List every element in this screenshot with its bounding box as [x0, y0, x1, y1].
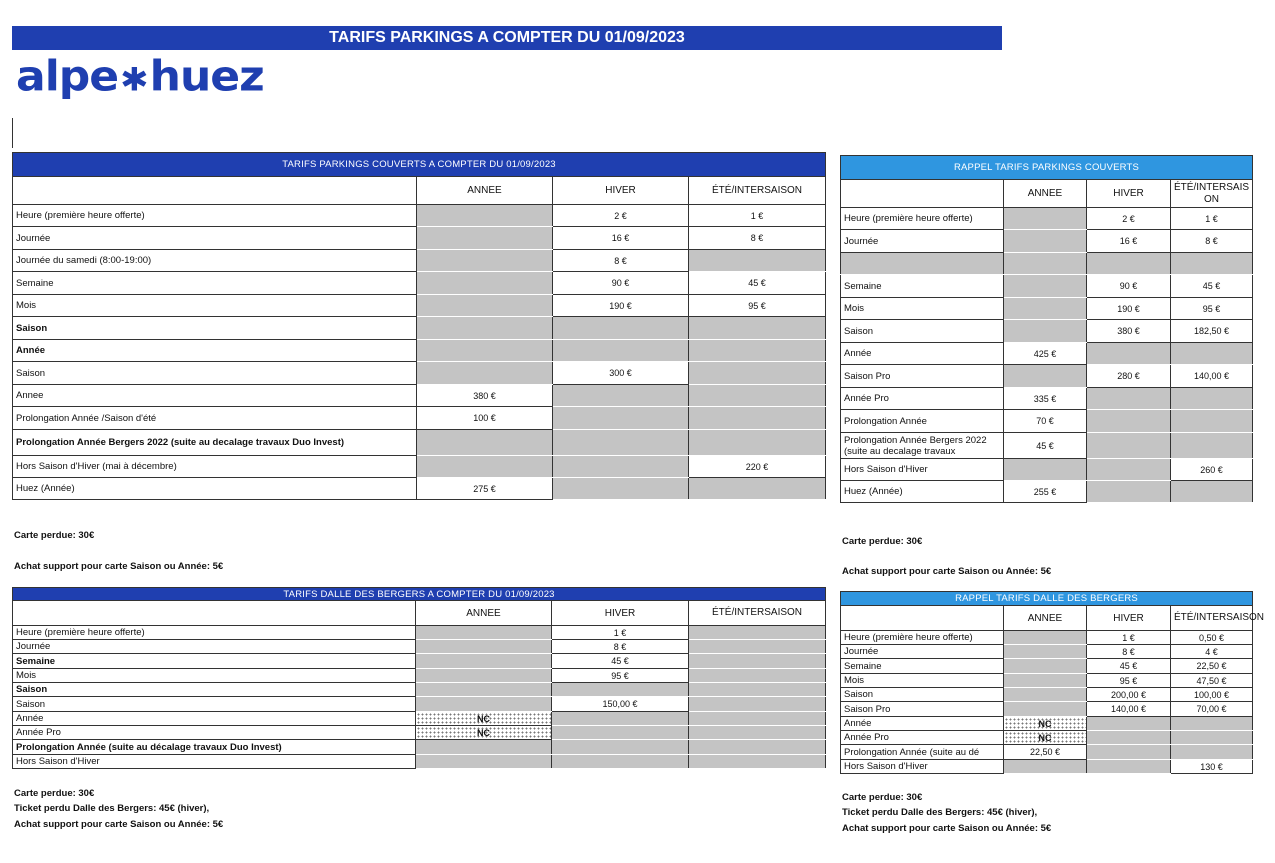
- price-cell-annee: NC: [1004, 717, 1087, 731]
- price-cell-ete: [689, 740, 826, 755]
- price-cell-ete: [689, 430, 826, 456]
- price-cell-hiver: 190 €: [553, 295, 689, 317]
- table-row: [13, 295, 826, 317]
- covered-parking-table: [12, 152, 826, 500]
- price-cell-hiver: 140,00 €: [1087, 702, 1171, 717]
- price-cell-annee: [1004, 365, 1087, 388]
- table-row: [13, 340, 826, 362]
- price-cell-ete: 0,50 €: [1171, 631, 1253, 645]
- price-cell-ete: 22,50 €: [1171, 659, 1253, 674]
- table-row: [13, 712, 826, 726]
- row-label-mois: Mois: [841, 298, 1004, 320]
- table-row: [841, 433, 1253, 459]
- row-label-heure-premiere-heure-offerte: Heure (première heure offerte): [841, 631, 1004, 645]
- price-cell-ete: 1 €: [1171, 208, 1253, 230]
- price-cell-ete: [689, 712, 826, 726]
- price-cell-ete: [689, 250, 826, 272]
- price-cell-hiver: [553, 340, 689, 362]
- price-cell-hiver: 2 €: [1087, 208, 1171, 230]
- note-card-support: Achat support pour carte Saison ou Année: 5€: [842, 823, 1052, 834]
- price-cell-ete: 95 €: [689, 295, 826, 317]
- table-row: [841, 388, 1253, 410]
- price-cell-annee: [417, 250, 553, 272]
- price-cell-annee: [1004, 275, 1087, 298]
- column-header-hiver: HIVER: [1087, 606, 1171, 631]
- row-label-annee: Annee: [13, 385, 417, 407]
- price-cell-hiver: [553, 385, 689, 407]
- price-cell-annee: NC: [416, 712, 552, 726]
- price-cell-ete: [689, 654, 826, 669]
- table-row: [13, 430, 826, 456]
- table-row: [13, 478, 826, 500]
- table-row: [841, 298, 1253, 320]
- price-cell-annee: 255 €: [1004, 481, 1087, 503]
- price-cell-ete: [689, 683, 826, 697]
- price-cell-hiver: [1087, 760, 1171, 774]
- price-cell-annee: [1004, 253, 1087, 275]
- note-lost-card: Carte perdue: 30€: [14, 530, 95, 541]
- row-label-annee: Année: [841, 343, 1004, 365]
- row-label-hors-saison-d-hiver: Hors Saison d'Hiver: [841, 459, 1004, 481]
- row-label-journee-du-samedi-8-00-19-00: Journée du samedi (8:00-19:00): [13, 250, 417, 272]
- row-label-journee: Journée: [841, 645, 1004, 659]
- row-label-prolongation-annee-suite-au-decalage-tra: Prolongation Année (suite au décalage travaux Duo Invest): [13, 740, 416, 755]
- price-cell-ete: 70,00 €: [1171, 702, 1253, 717]
- column-header-ete: ÉTÉ/INTERSAIS ON: [1171, 180, 1253, 208]
- table-row: [13, 683, 826, 697]
- price-cell-hiver: [552, 755, 689, 769]
- price-cell-ete: 8 €: [1171, 230, 1253, 253]
- price-cell-annee: NC: [416, 726, 552, 740]
- row-label-mois: Mois: [13, 669, 416, 683]
- price-cell-annee: [417, 205, 553, 227]
- table-row: [13, 317, 826, 340]
- price-cell-hiver: [553, 478, 689, 500]
- table-row: [841, 745, 1253, 760]
- price-cell-ete: [1171, 731, 1253, 745]
- row-label-mois: Mois: [13, 295, 417, 317]
- table-row: [841, 717, 1253, 731]
- note-card-support: Achat support pour carte Saison ou Année: 5€: [14, 561, 224, 572]
- price-cell-hiver: 280 €: [1087, 365, 1171, 388]
- price-cell-annee: [417, 430, 553, 456]
- logo-right: huez: [149, 52, 264, 101]
- price-cell-annee: 100 €: [417, 407, 553, 430]
- row-label-journee: Journée: [13, 227, 417, 250]
- row-label-hors-saison-d-hiver: Hors Saison d'Hiver: [13, 755, 416, 769]
- price-cell-ete: 4 €: [1171, 645, 1253, 659]
- row-label-semaine: Semaine: [841, 659, 1004, 674]
- column-header-label: [13, 177, 417, 205]
- price-cell-hiver: 200,00 €: [1087, 688, 1171, 702]
- price-cell-hiver: [552, 726, 689, 740]
- price-cell-annee: [1004, 688, 1087, 702]
- column-header-annee: ANNEE: [1004, 180, 1087, 208]
- price-cell-ete: [689, 340, 826, 362]
- price-cell-hiver: 45 €: [552, 654, 689, 669]
- price-cell-hiver: [552, 683, 689, 697]
- price-cell-annee: NC: [1004, 731, 1087, 745]
- price-cell-ete: [689, 478, 826, 500]
- price-cell-hiver: [1087, 459, 1171, 481]
- price-cell-ete: [689, 317, 826, 340]
- table-row: [841, 230, 1253, 253]
- row-label-semaine: Semaine: [13, 272, 417, 295]
- row-label-journee: Journée: [841, 230, 1004, 253]
- table-row: [13, 726, 826, 740]
- row-label-blank: [841, 253, 1004, 275]
- row-label-semaine: Semaine: [841, 275, 1004, 298]
- price-cell-annee: [417, 456, 553, 478]
- row-label-saison-pro: Saison Pro: [841, 702, 1004, 717]
- row-label-saison: Saison: [13, 317, 417, 340]
- table-row: [13, 640, 826, 654]
- table-row: [841, 320, 1253, 343]
- table-row: [841, 481, 1253, 503]
- column-header-annee: ANNEE: [417, 177, 553, 205]
- row-label-prolongation-annee-suite-au-de: Prolongation Année (suite au dé: [841, 745, 1004, 760]
- price-cell-ete: 1 €: [689, 205, 826, 227]
- table-row: [841, 645, 1253, 659]
- price-cell-ete: [689, 626, 826, 640]
- row-label-annee-pro: Année Pro: [13, 726, 416, 740]
- table-row: [841, 275, 1253, 298]
- price-cell-ete: 45 €: [689, 272, 826, 295]
- price-cell-ete: 45 €: [1171, 275, 1253, 298]
- table-row: [13, 740, 826, 755]
- price-cell-annee: [417, 295, 553, 317]
- table-row: [841, 760, 1253, 774]
- row-label-saison: Saison: [13, 697, 416, 712]
- price-cell-ete: 47,50 €: [1171, 674, 1253, 688]
- table-title: TARIFS DALLE DES BERGERS A COMPTER DU 01/09/2023: [13, 588, 826, 601]
- table-row: [13, 250, 826, 272]
- price-cell-hiver: 16 €: [553, 227, 689, 250]
- column-header-label: [841, 606, 1004, 631]
- table-title: RAPPEL TARIFS DALLE DES BERGERS: [841, 592, 1253, 606]
- table-row: [841, 343, 1253, 365]
- table-row: [13, 456, 826, 478]
- row-label-heure-premiere-heure-offerte: Heure (première heure offerte): [841, 208, 1004, 230]
- table-row: [841, 410, 1253, 433]
- price-cell-annee: [416, 755, 552, 769]
- row-label-semaine: Semaine: [13, 654, 416, 669]
- row-label-heure-premiere-heure-offerte: Heure (première heure offerte): [13, 626, 416, 640]
- table-row: [13, 755, 826, 769]
- price-cell-hiver: 90 €: [553, 272, 689, 295]
- row-label-annee: Année: [841, 717, 1004, 731]
- note-card-support: Achat support pour carte Saison ou Année: 5€: [842, 566, 1052, 577]
- table-row: [13, 626, 826, 640]
- price-cell-annee: 380 €: [417, 385, 553, 407]
- bergers-parking-table: [12, 587, 826, 769]
- price-cell-hiver: [1087, 388, 1171, 410]
- row-label-huez-annee: Huez (Année): [841, 481, 1004, 503]
- price-cell-hiver: [553, 456, 689, 478]
- price-cell-hiver: 90 €: [1087, 275, 1171, 298]
- column-header-label: [13, 601, 416, 626]
- price-cell-annee: [416, 654, 552, 669]
- price-cell-hiver: 300 €: [553, 362, 689, 385]
- table-row: [841, 208, 1253, 230]
- price-cell-annee: [416, 669, 552, 683]
- price-cell-ete: [1171, 388, 1253, 410]
- price-cell-ete: [689, 697, 826, 712]
- price-cell-annee: 22,50 €: [1004, 745, 1087, 760]
- column-header-annee: ANNEE: [1004, 606, 1087, 631]
- table-row: [841, 365, 1253, 388]
- price-cell-annee: [1004, 760, 1087, 774]
- table-title: TARIFS PARKINGS COUVERTS A COMPTER DU 01/09/2023: [13, 153, 826, 177]
- table-row: [841, 674, 1253, 688]
- price-cell-hiver: 190 €: [1087, 298, 1171, 320]
- row-label-saison: Saison: [13, 362, 417, 385]
- note-lost-ticket: Ticket perdu Dalle des Bergers: 45€ (hiver),: [14, 803, 210, 814]
- logo-left: alpe: [16, 52, 119, 101]
- price-cell-annee: [1004, 645, 1087, 659]
- row-label-huez-annee: Huez (Année): [13, 478, 417, 500]
- covered-reminder-table: [840, 155, 1253, 503]
- price-cell-annee: [1004, 702, 1087, 717]
- alpe-huez-logo: [16, 53, 264, 103]
- price-cell-ete: [1171, 717, 1253, 731]
- price-cell-ete: 220 €: [689, 456, 826, 478]
- price-cell-hiver: 8 €: [1087, 645, 1171, 659]
- price-cell-annee: [1004, 459, 1087, 481]
- row-label-saison-pro: Saison Pro: [841, 365, 1004, 388]
- price-cell-annee: 275 €: [417, 478, 553, 500]
- price-cell-annee: [1004, 320, 1087, 343]
- bergers-reminder-table: [840, 591, 1265, 774]
- price-cell-annee: [1004, 298, 1087, 320]
- price-cell-annee: [416, 683, 552, 697]
- price-cell-hiver: [552, 712, 689, 726]
- price-cell-ete: 140,00 €: [1171, 365, 1253, 388]
- price-cell-ete: [689, 407, 826, 430]
- row-label-journee: Journée: [13, 640, 416, 654]
- row-label-annee: Année: [13, 712, 416, 726]
- row-label-prolongation-annee-bergers-2022-suite-au: Prolongation Année Bergers 2022 (suite au decalage travaux: [841, 433, 1004, 459]
- price-cell-hiver: [1087, 253, 1171, 275]
- table-row: [841, 731, 1253, 745]
- price-cell-ete: 95 €: [1171, 298, 1253, 320]
- row-label-mois: Mois: [841, 674, 1004, 688]
- table-row: [13, 697, 826, 712]
- price-cell-annee: [417, 227, 553, 250]
- price-cell-hiver: [1087, 410, 1171, 433]
- column-header-label: [841, 180, 1004, 208]
- price-cell-ete: [1171, 745, 1253, 760]
- price-cell-ete: [689, 669, 826, 683]
- price-cell-ete: [1171, 433, 1253, 459]
- price-cell-annee: 335 €: [1004, 388, 1087, 410]
- price-cell-ete: [689, 362, 826, 385]
- price-cell-annee: 45 €: [1004, 433, 1087, 459]
- price-cell-hiver: [553, 407, 689, 430]
- price-cell-annee: [416, 626, 552, 640]
- price-cell-ete: 100,00 €: [1171, 688, 1253, 702]
- price-cell-annee: [417, 272, 553, 295]
- price-cell-hiver: [553, 430, 689, 456]
- price-cell-hiver: 2 €: [553, 205, 689, 227]
- price-cell-ete: [1171, 410, 1253, 433]
- price-cell-hiver: [1087, 717, 1171, 731]
- note-card-support: Achat support pour carte Saison ou Année: 5€: [14, 819, 224, 830]
- price-cell-hiver: [552, 740, 689, 755]
- price-cell-hiver: 8 €: [552, 640, 689, 654]
- price-cell-hiver: 8 €: [553, 250, 689, 272]
- column-header-hiver: HIVER: [553, 177, 689, 205]
- table-row: [13, 227, 826, 250]
- table-row: [841, 459, 1253, 481]
- table-row: [13, 407, 826, 430]
- price-cell-hiver: 380 €: [1087, 320, 1171, 343]
- price-cell-hiver: [553, 317, 689, 340]
- table-row: [841, 659, 1253, 674]
- margin-mark: [12, 118, 13, 148]
- star-icon: ✱: [120, 60, 148, 99]
- column-header-hiver: HIVER: [1087, 180, 1171, 208]
- price-cell-ete: 182,50 €: [1171, 320, 1253, 343]
- price-cell-ete: 8 €: [689, 227, 826, 250]
- table-row: [13, 385, 826, 407]
- price-cell-annee: [1004, 230, 1087, 253]
- price-cell-annee: [416, 740, 552, 755]
- price-cell-hiver: [1087, 731, 1171, 745]
- table-row: [13, 669, 826, 683]
- row-label-prolongation-annee-bergers-2022-suite-au: Prolongation Année Bergers 2022 (suite au decalage travaux Duo Invest): [13, 430, 417, 456]
- table-row: [13, 272, 826, 295]
- price-cell-annee: 425 €: [1004, 343, 1087, 365]
- table-row: [13, 205, 826, 227]
- price-cell-ete: [689, 755, 826, 769]
- column-header-annee: ANNEE: [416, 601, 552, 626]
- price-cell-hiver: 1 €: [552, 626, 689, 640]
- column-header-ete: ÉTÉ/INTERSAISON: [689, 177, 826, 205]
- price-cell-hiver: [1087, 433, 1171, 459]
- price-cell-annee: [1004, 631, 1087, 645]
- row-label-saison: Saison: [841, 320, 1004, 343]
- price-cell-ete: [689, 640, 826, 654]
- price-cell-annee: [417, 362, 553, 385]
- column-header-ete: ÉTÉ/INTERSAISON: [689, 601, 826, 626]
- price-cell-ete: [689, 385, 826, 407]
- price-cell-annee: [417, 340, 553, 362]
- table-row: [841, 702, 1253, 717]
- price-cell-hiver: 45 €: [1087, 659, 1171, 674]
- price-cell-hiver: 150,00 €: [552, 697, 689, 712]
- table-row: [841, 631, 1253, 645]
- row-label-hors-saison-d-hiver: Hors Saison d'Hiver: [841, 760, 1004, 774]
- column-header-hiver: HIVER: [552, 601, 689, 626]
- price-cell-annee: [416, 697, 552, 712]
- price-cell-hiver: 16 €: [1087, 230, 1171, 253]
- row-label-hors-saison-d-hiver-mai-a-decembre: Hors Saison d'Hiver (mai à décembre): [13, 456, 417, 478]
- price-cell-ete: 260 €: [1171, 459, 1253, 481]
- table-title: RAPPEL TARIFS PARKINGS COUVERTS: [841, 156, 1253, 180]
- row-label-prolongation-annee-saison-d-ete: Prolongation Année /Saison d'été: [13, 407, 417, 430]
- price-cell-hiver: 95 €: [552, 669, 689, 683]
- row-label-annee-pro: Année Pro: [841, 388, 1004, 410]
- page-banner: TARIFS PARKINGS A COMPTER DU 01/09/2023: [12, 26, 1002, 50]
- price-cell-annee: [1004, 674, 1087, 688]
- note-lost-card: Carte perdue: 30€: [14, 788, 95, 799]
- note-lost-ticket: Ticket perdu Dalle des Bergers: 45€ (hiver),: [842, 807, 1038, 818]
- table-row: [841, 253, 1253, 275]
- price-cell-ete: [1171, 253, 1253, 275]
- row-label-prolongation-annee: Prolongation Année: [841, 410, 1004, 433]
- note-lost-card: Carte perdue: 30€: [842, 792, 923, 803]
- row-label-heure-premiere-heure-offerte: Heure (première heure offerte): [13, 205, 417, 227]
- price-cell-hiver: [1087, 481, 1171, 503]
- price-cell-annee: 70 €: [1004, 410, 1087, 433]
- row-label-saison: Saison: [13, 683, 416, 697]
- price-cell-annee: [1004, 208, 1087, 230]
- table-row: [13, 654, 826, 669]
- table-row: [841, 688, 1253, 702]
- price-cell-ete: [1171, 343, 1253, 365]
- price-cell-hiver: [1087, 745, 1171, 760]
- price-cell-ete: 130 €: [1171, 760, 1253, 774]
- price-cell-annee: [1004, 659, 1087, 674]
- note-lost-card: Carte perdue: 30€: [842, 536, 923, 547]
- price-cell-annee: [416, 640, 552, 654]
- price-cell-hiver: [1087, 343, 1171, 365]
- row-label-annee: Année: [13, 340, 417, 362]
- row-label-annee-pro: Année Pro: [841, 731, 1004, 745]
- price-cell-hiver: 95 €: [1087, 674, 1171, 688]
- price-cell-ete: [689, 726, 826, 740]
- row-label-saison: Saison: [841, 688, 1004, 702]
- column-header-ete: ÉTÉ/INTERSAISON: [1171, 606, 1253, 631]
- price-cell-annee: [417, 317, 553, 340]
- price-cell-ete: [1171, 481, 1253, 503]
- table-row: [13, 362, 826, 385]
- price-cell-hiver: 1 €: [1087, 631, 1171, 645]
